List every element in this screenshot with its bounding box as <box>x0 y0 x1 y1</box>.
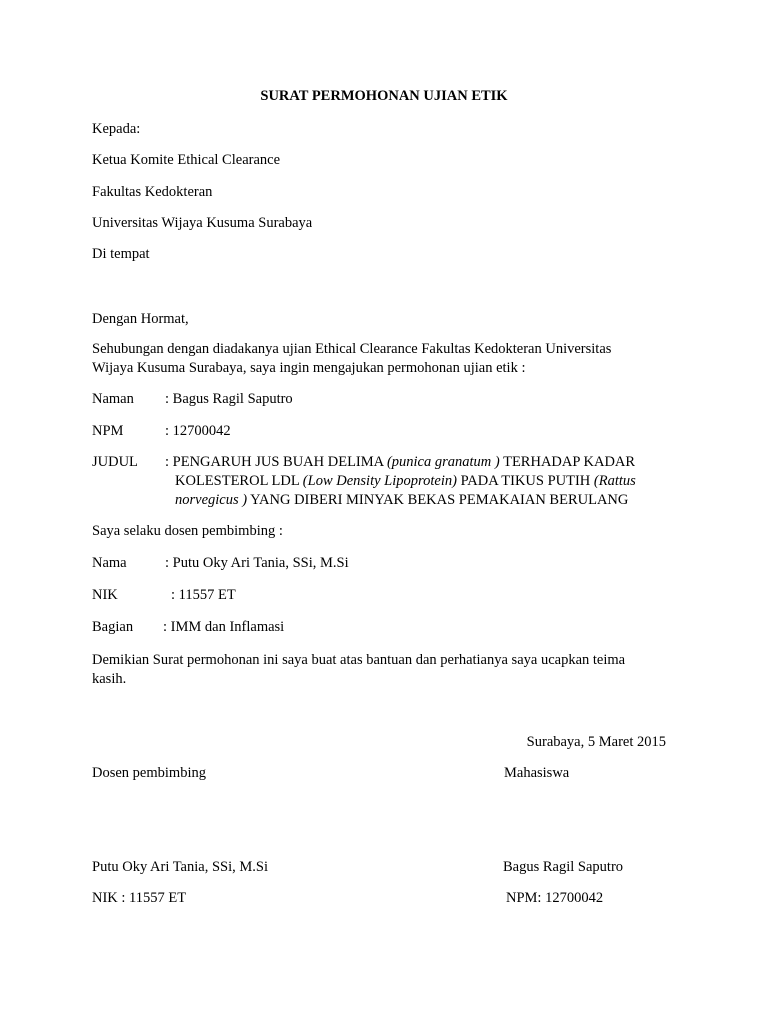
student-judul-line-2 <box>175 472 636 490</box>
recipient-line-2: Fakultas Kedokteran <box>92 184 213 200</box>
intro-line-2: Wijaya Kusuma Surabaya, saya ingin mengajukan permohonan ujian etik : <box>92 360 526 376</box>
supervisor-name-row <box>0 554 768 572</box>
closing-line-2: kasih. <box>92 671 127 687</box>
right-signature-role: Mahasiswa <box>504 765 570 781</box>
recipient-line-1: Ketua Komite Ethical Clearance <box>92 152 281 168</box>
supervisor-name-value: : Putu Oky Ari Tania, SSi, M.Si <box>165 555 349 571</box>
student-name-row <box>0 390 768 408</box>
supervisor-name-label: Nama <box>92 555 127 571</box>
recipient-line-4: Di tempat <box>92 246 150 262</box>
place-date: Surabaya, 5 Maret 2015 <box>526 734 666 750</box>
left-signature-id: NIK : 11557 ET <box>92 890 187 906</box>
student-npm-value: : 12700042 <box>165 423 231 439</box>
judul-text: TERHADAP KADAR <box>499 454 636 470</box>
student-npm-label: NPM <box>92 423 124 439</box>
student-name-label: Naman <box>92 391 134 407</box>
supervisor-bagian-row <box>0 618 768 636</box>
student-judul-line-3 <box>175 491 628 509</box>
supervisor-nik-value: : 11557 ET <box>171 587 236 603</box>
judul-text: : PENGARUH JUS BUAH DELIMA <box>165 454 387 470</box>
supervisor-intro: Saya selaku dosen pembimbing : <box>92 523 283 539</box>
greeting: Dengan Hormat, <box>92 311 189 327</box>
judul-italic: (Low Density Lipoprotein) <box>302 473 457 489</box>
judul-italic: norvegicus ) <box>175 492 248 508</box>
supervisor-nik-row <box>0 586 768 604</box>
student-judul-label: JUDUL <box>92 454 138 470</box>
letter-title: SURAT PERMOHONAN UJIAN ETIK <box>260 88 508 104</box>
judul-text: PADA TIKUS PUTIH <box>456 473 594 489</box>
closing-line-1: Demikian Surat permohonan ini saya buat atas bantuan dan perhatianya saya ucapkan teima <box>92 652 626 668</box>
student-name-value: : Bagus Ragil Saputro <box>165 391 293 407</box>
judul-italic: (Rattus <box>593 473 636 489</box>
intro-line-1: Sehubungan dengan diadakanya ujian Ethical Clearance Fakultas Kedokteran Universitas <box>92 341 612 357</box>
student-npm-row <box>0 422 768 440</box>
judul-text: YANG DIBERI MINYAK BEKAS PEMAKAIAN BERULANG <box>247 492 629 508</box>
right-signature-name: Bagus Ragil Saputro <box>503 859 624 875</box>
student-judul-row <box>0 453 768 471</box>
right-signature-id: NPM: 12700042 <box>506 890 604 906</box>
supervisor-bagian-label: Bagian <box>92 619 134 635</box>
student-judul-line-1 <box>165 453 635 471</box>
left-signature-name: Putu Oky Ari Tania, SSi, M.Si <box>92 859 268 875</box>
supervisor-bagian-value: : IMM dan Inflamasi <box>163 619 285 635</box>
supervisor-nik-label: NIK <box>92 587 118 603</box>
left-signature-role: Dosen pembimbing <box>92 765 206 781</box>
recipient-kepada: Kepada: <box>92 121 141 137</box>
judul-italic: (punica granatum ) <box>386 454 500 470</box>
recipient-line-3: Universitas Wijaya Kusuma Surabaya <box>92 215 313 231</box>
judul-text: KOLESTEROL LDL <box>175 473 303 489</box>
